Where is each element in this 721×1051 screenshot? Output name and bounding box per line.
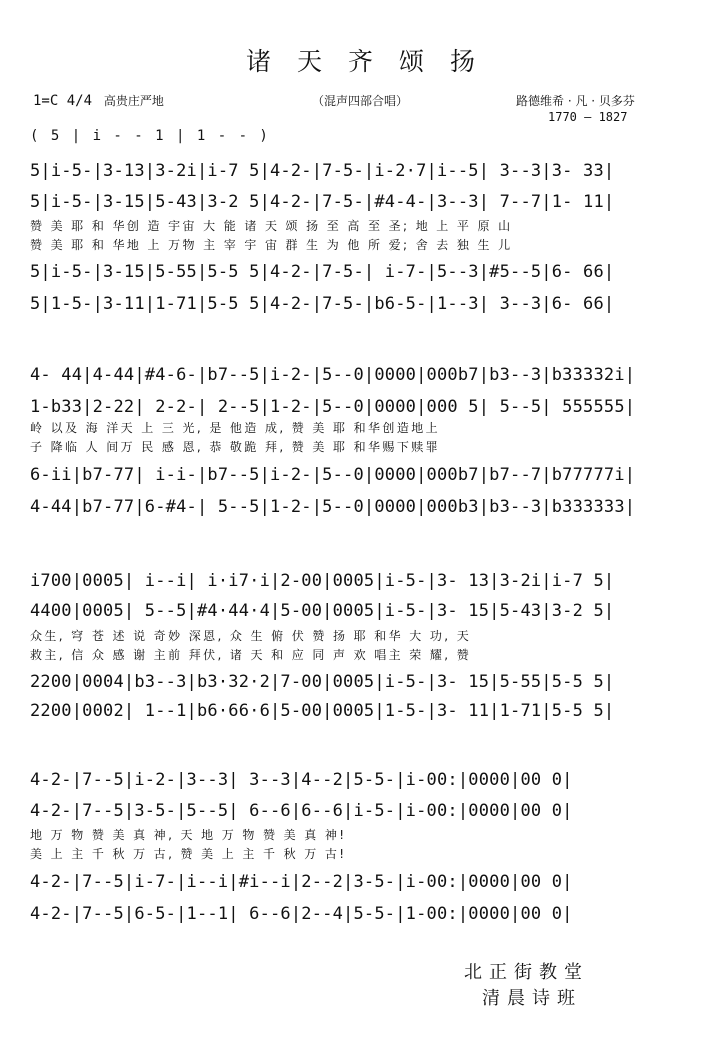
tenor-line: 5|i-5-|3-15|5-55|5-5 5|4-2-|7-5-| i-7-|5--3|#5--5|6- 66|: [30, 262, 615, 282]
key-signature: 1=C 4/4: [33, 93, 93, 109]
alto-line: 4-2-|7--5|3-5-|5--5| 6--6|6--6|i-5-|i-00:|0000|00 0|: [30, 801, 573, 821]
bass-line: 5|1-5-|3-11|1-71|5-5 5|4-2-|7-5-|b6-5-|1--3| 3--3|6- 66|: [30, 294, 615, 314]
intro-measure: ( 5 | i - - 1 | 1 - - ): [30, 128, 270, 144]
alto-line: 5|i-5-|3-15|5-43|3-2 5|4-2-|7-5-|#4-4-|3--3| 7--7|1- 11|: [30, 192, 615, 212]
tenor-line: 6-ii|b7-77| i-i-|b7--5|i-2-|5--0|0000|000b7|b7--7|b77777i|: [30, 465, 636, 485]
composer-name: 路德维希 · 凡 · 贝多芬: [516, 94, 635, 108]
lyric-verse-1: 地 万 物 赞 美 真 神, 天 地 万 物 赞 美 真 神!: [30, 828, 347, 842]
bass-line: 4-2-|7--5|6-5-|1--1| 6--6|2--4|5-5-|1-00:|0000|00 0|: [30, 904, 573, 924]
composer-years: 1770 — 1827: [548, 110, 628, 124]
arrangement-label: （混声四部合唱）: [312, 94, 409, 108]
choir-name: 清晨诗班: [482, 988, 582, 1009]
lyric-verse-2: 赞 美 耶 和 华地 上 万物 主 宰 宇 宙 群 生 为 他 所 爱; 舍 去 独 生 儿: [30, 238, 513, 252]
lyric-verse-2: 美 上 主 千 秋 万 古, 赞 美 上 主 千 秋 万 古!: [30, 847, 347, 861]
tenor-line: 4-2-|7--5|i-7-|i--i|#i--i|2--2|3-5-|i-00:|0000|00 0|: [30, 872, 573, 892]
lyric-verse-1: 赞 美 耶 和 华创 造 宇宙 大 能 诸 天 颂 扬 至 高 至 圣; 地 上 平 原 山: [30, 219, 513, 233]
lyric-verse-1: 岭 以及 海 洋天 上 三 光, 是 他造 成, 赞 美 耶 和华创造地上: [30, 421, 441, 435]
alto-line: 4400|0005| 5--5|#4·44·4|5-00|0005|i-5-|3- 15|5-43|3-2 5|: [30, 601, 615, 621]
bass-line: 4-44|b7-77|6-#4-| 5--5|1-2-|5--0|0000|000b3|b3--3|b333333|: [30, 497, 636, 517]
lyric-verse-2: 救主, 信 众 感 谢 主前 拜伏, 诸 天 和 应 同 声 欢 唱主 荣 耀, 赞: [30, 648, 472, 662]
tempo-marking: 高贵庄严地: [103, 94, 164, 108]
key-and-tempo: [33, 92, 164, 109]
bass-line: 2200|0002| 1--1|b6·66·6|5-00|0005|1-5-|3- 11|1-71|5-5 5|: [30, 701, 615, 721]
lyric-verse-2: 子 降临 人 间万 民 感 恩, 恭 敬跪 拜, 赞 美 耶 和华赐下赎罪: [30, 440, 441, 454]
soprano-line: 5|i-5-|3-13|3-2i|i-7 5|4-2-|7-5-|i-2·7|i--5| 3--3|3- 33|: [30, 161, 615, 181]
soprano-line: i700|0005| i--i| i·i7·i|2-00|0005|i-5-|3- 13|3-2i|i-7 5|: [30, 571, 615, 591]
alto-line: 1-b33|2-22| 2-2-| 2--5|1-2-|5--0|0000|000 5| 5--5| 555555|: [30, 397, 636, 417]
church-name: 北正街教堂: [464, 962, 589, 983]
tenor-line: 2200|0004|b3--3|b3·32·2|7-00|0005|i-5-|3- 15|5-55|5-5 5|: [30, 672, 615, 692]
lyric-verse-1: 众生, 穹 苍 述 说 奇妙 深恩, 众 生 俯 伏 赞 扬 耶 和华 大 功, 天: [30, 629, 472, 643]
soprano-line: 4- 44|4-44|#4-6-|b7--5|i-2-|5--0|0000|000b7|b3--3|b33332i|: [30, 365, 636, 385]
song-title: 诸天齐颂扬: [245, 47, 501, 76]
soprano-line: 4-2-|7--5|i-2-|3--3| 3--3|4--2|5-5-|i-00:|0000|00 0|: [30, 770, 573, 790]
